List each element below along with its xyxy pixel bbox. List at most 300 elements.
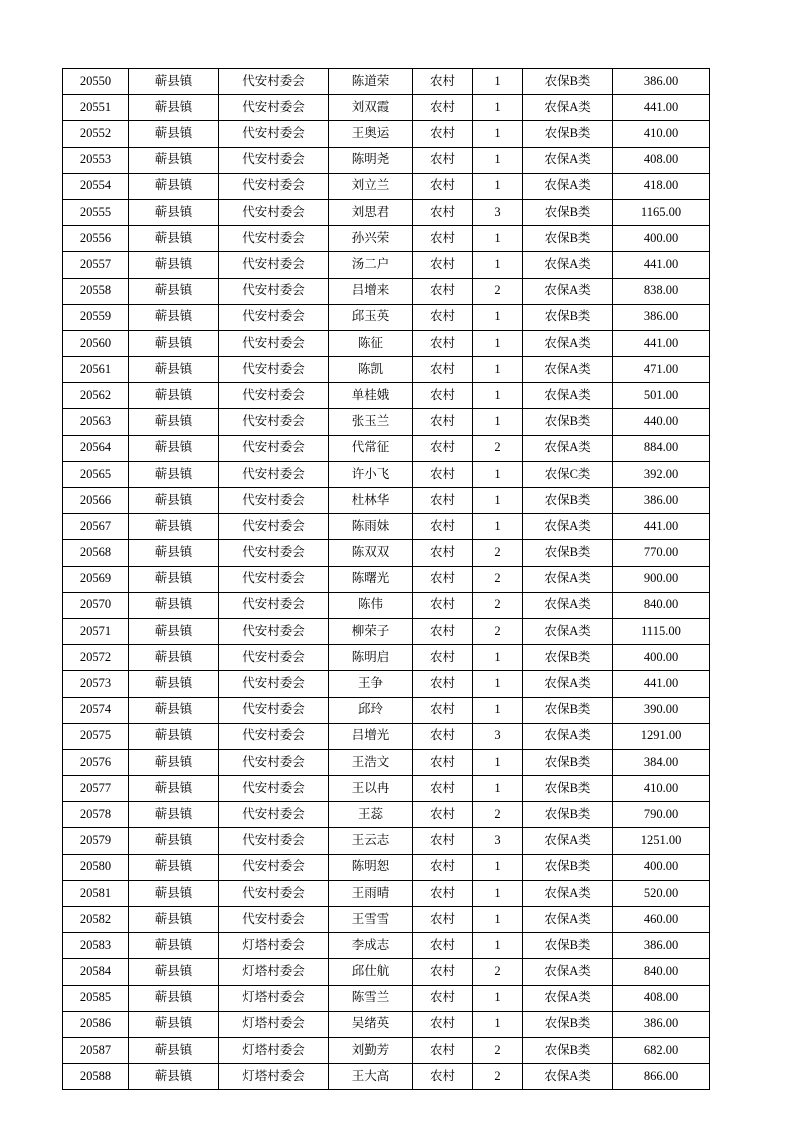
table-cell: 884.00 [613, 435, 710, 461]
table-cell: 蕲县镇 [129, 907, 219, 933]
table-cell: 汤二户 [329, 252, 413, 278]
table-cell: 代安村委会 [219, 749, 329, 775]
table-cell: 柳荣子 [329, 618, 413, 644]
table-cell: 农村 [413, 802, 473, 828]
table-cell: 农村 [413, 488, 473, 514]
table-cell: 2 [473, 1037, 523, 1063]
table-cell: 2 [473, 802, 523, 828]
table-cell: 农保A类 [523, 985, 613, 1011]
table-cell: 1 [473, 514, 523, 540]
table-cell: 蕲县镇 [129, 749, 219, 775]
table-cell: 农保A类 [523, 435, 613, 461]
table-cell: 蕲县镇 [129, 1064, 219, 1090]
table-cell: 20569 [63, 566, 129, 592]
table-cell: 20586 [63, 1011, 129, 1037]
table-cell: 代安村委会 [219, 383, 329, 409]
table-cell: 840.00 [613, 959, 710, 985]
table-cell: 20552 [63, 121, 129, 147]
table-cell: 20555 [63, 199, 129, 225]
table-cell: 农村 [413, 828, 473, 854]
table-cell: 农保A类 [523, 278, 613, 304]
table-row [63, 514, 710, 540]
table-cell: 陈明启 [329, 645, 413, 671]
table-cell: 代安村委会 [219, 802, 329, 828]
table-row [63, 592, 710, 618]
table-cell: 农村 [413, 199, 473, 225]
table-row [63, 1011, 710, 1037]
table-cell: 王大高 [329, 1064, 413, 1090]
table-cell: 陈雪兰 [329, 985, 413, 1011]
table-row [63, 749, 710, 775]
table-cell: 王争 [329, 671, 413, 697]
table-cell: 蕲县镇 [129, 1011, 219, 1037]
table-cell: 2 [473, 540, 523, 566]
table-cell: 刘思君 [329, 199, 413, 225]
table-cell: 蕲县镇 [129, 618, 219, 644]
table-cell: 蕲县镇 [129, 330, 219, 356]
table-row [63, 226, 710, 252]
table-row [63, 435, 710, 461]
table-cell: 吕增光 [329, 723, 413, 749]
table-cell: 代安村委会 [219, 278, 329, 304]
table-cell: 代安村委会 [219, 409, 329, 435]
table-cell: 农保B类 [523, 304, 613, 330]
table-row [63, 1064, 710, 1090]
table-cell: 1 [473, 749, 523, 775]
table-cell: 441.00 [613, 95, 710, 121]
table-cell: 农保A类 [523, 357, 613, 383]
table-cell: 20585 [63, 985, 129, 1011]
table-cell: 20574 [63, 697, 129, 723]
table-cell: 386.00 [613, 488, 710, 514]
table-cell: 农保B类 [523, 645, 613, 671]
table-cell: 蕲县镇 [129, 409, 219, 435]
table-row [63, 776, 710, 802]
table-cell: 农村 [413, 592, 473, 618]
table-cell: 代安村委会 [219, 461, 329, 487]
table-cell: 790.00 [613, 802, 710, 828]
table-cell: 农保A类 [523, 1064, 613, 1090]
table-cell: 1 [473, 671, 523, 697]
table-cell: 386.00 [613, 69, 710, 95]
table-cell: 农村 [413, 252, 473, 278]
table-cell: 代安村委会 [219, 147, 329, 173]
table-cell: 1 [473, 461, 523, 487]
table-cell: 代安村委会 [219, 645, 329, 671]
table-cell: 蕲县镇 [129, 854, 219, 880]
table-row [63, 802, 710, 828]
table-cell: 441.00 [613, 330, 710, 356]
table-cell: 农村 [413, 147, 473, 173]
table-cell: 农村 [413, 671, 473, 697]
table-cell: 王蕊 [329, 802, 413, 828]
table-cell: 蕲县镇 [129, 147, 219, 173]
table-cell: 农村 [413, 95, 473, 121]
table-cell: 20584 [63, 959, 129, 985]
table-cell: 农保B类 [523, 749, 613, 775]
table-cell: 李成志 [329, 933, 413, 959]
table-cell: 蕲县镇 [129, 383, 219, 409]
table-cell: 418.00 [613, 173, 710, 199]
table-cell: 农村 [413, 1064, 473, 1090]
table-cell: 代安村委会 [219, 357, 329, 383]
table-cell: 王以冉 [329, 776, 413, 802]
table-cell: 蕲县镇 [129, 199, 219, 225]
table-cell: 农村 [413, 461, 473, 487]
table-cell: 蕲县镇 [129, 697, 219, 723]
table-cell: 2 [473, 592, 523, 618]
table-cell: 农村 [413, 1011, 473, 1037]
table-row [63, 697, 710, 723]
table-cell: 蕲县镇 [129, 435, 219, 461]
table-cell: 蕲县镇 [129, 1037, 219, 1063]
table-cell: 866.00 [613, 1064, 710, 1090]
table-cell: 代安村委会 [219, 671, 329, 697]
table-cell: 农村 [413, 697, 473, 723]
table-cell: 灯塔村委会 [219, 1011, 329, 1037]
table-cell: 1 [473, 933, 523, 959]
table-cell: 农村 [413, 776, 473, 802]
table-cell: 农保C类 [523, 461, 613, 487]
table-cell: 460.00 [613, 907, 710, 933]
table-cell: 代安村委会 [219, 880, 329, 906]
table-cell: 1 [473, 357, 523, 383]
table-cell: 840.00 [613, 592, 710, 618]
table-row [63, 278, 710, 304]
table-cell: 蕲县镇 [129, 252, 219, 278]
table-cell: 20571 [63, 618, 129, 644]
table-cell: 代安村委会 [219, 540, 329, 566]
table-cell: 20570 [63, 592, 129, 618]
table-cell: 1 [473, 121, 523, 147]
table-cell: 代安村委会 [219, 776, 329, 802]
table-cell: 1 [473, 880, 523, 906]
table-cell: 400.00 [613, 645, 710, 671]
table-cell: 王雨晴 [329, 880, 413, 906]
table-row [63, 304, 710, 330]
table-cell: 农保A类 [523, 147, 613, 173]
table-cell: 蕲县镇 [129, 985, 219, 1011]
table-cell: 陈明尧 [329, 147, 413, 173]
table-cell: 20582 [63, 907, 129, 933]
table-row [63, 854, 710, 880]
table-cell: 灯塔村委会 [219, 933, 329, 959]
table-cell: 农保B类 [523, 488, 613, 514]
table-cell: 蕲县镇 [129, 278, 219, 304]
table-cell: 农保B类 [523, 226, 613, 252]
table-cell: 20557 [63, 252, 129, 278]
table-cell: 灯塔村委会 [219, 959, 329, 985]
table-cell: 440.00 [613, 409, 710, 435]
table-cell: 20561 [63, 357, 129, 383]
table-cell: 农保A类 [523, 618, 613, 644]
table-cell: 2 [473, 566, 523, 592]
table-row [63, 1037, 710, 1063]
table-cell: 蕲县镇 [129, 461, 219, 487]
table-cell: 农村 [413, 409, 473, 435]
table-cell: 蕲县镇 [129, 828, 219, 854]
table-cell: 农村 [413, 854, 473, 880]
table-cell: 蕲县镇 [129, 540, 219, 566]
table-cell: 20573 [63, 671, 129, 697]
table-cell: 20583 [63, 933, 129, 959]
table-cell: 2 [473, 435, 523, 461]
table-cell: 20553 [63, 147, 129, 173]
table-cell: 20568 [63, 540, 129, 566]
table-cell: 682.00 [613, 1037, 710, 1063]
table-cell: 农村 [413, 278, 473, 304]
table-cell: 代安村委会 [219, 330, 329, 356]
table-cell: 386.00 [613, 933, 710, 959]
table-cell: 代安村委会 [219, 304, 329, 330]
table-cell: 吴绪英 [329, 1011, 413, 1037]
table-cell: 农保B类 [523, 199, 613, 225]
table-cell: 2 [473, 959, 523, 985]
table-cell: 520.00 [613, 880, 710, 906]
table-cell: 20587 [63, 1037, 129, 1063]
table-cell: 农村 [413, 618, 473, 644]
table-cell: 农村 [413, 959, 473, 985]
table-cell: 20567 [63, 514, 129, 540]
table-cell: 20577 [63, 776, 129, 802]
table-cell: 农村 [413, 985, 473, 1011]
table-cell: 许小飞 [329, 461, 413, 487]
table-cell: 代安村委会 [219, 854, 329, 880]
table-cell: 838.00 [613, 278, 710, 304]
table-cell: 1291.00 [613, 723, 710, 749]
table-cell: 代常征 [329, 435, 413, 461]
table-cell: 3 [473, 828, 523, 854]
table-cell: 刘双霞 [329, 95, 413, 121]
table-cell: 农村 [413, 723, 473, 749]
table-cell: 20580 [63, 854, 129, 880]
table-cell: 20581 [63, 880, 129, 906]
table-cell: 农保A类 [523, 566, 613, 592]
table-cell: 20556 [63, 226, 129, 252]
table-row [63, 723, 710, 749]
table-cell: 900.00 [613, 566, 710, 592]
table-cell: 农村 [413, 304, 473, 330]
table-cell: 1 [473, 147, 523, 173]
table-cell: 20566 [63, 488, 129, 514]
table-cell: 农保B类 [523, 69, 613, 95]
table-cell: 蕲县镇 [129, 488, 219, 514]
table-cell: 501.00 [613, 383, 710, 409]
table-cell: 灯塔村委会 [219, 985, 329, 1011]
table-cell: 1 [473, 304, 523, 330]
table-cell: 农村 [413, 69, 473, 95]
table-cell: 农保B类 [523, 854, 613, 880]
table-row [63, 645, 710, 671]
table-cell: 单桂娥 [329, 383, 413, 409]
table-row [63, 933, 710, 959]
table-body [63, 69, 710, 1090]
table-cell: 农保A类 [523, 959, 613, 985]
table-cell: 蕲县镇 [129, 566, 219, 592]
table-cell: 2 [473, 618, 523, 644]
table-row [63, 357, 710, 383]
table-cell: 王浩文 [329, 749, 413, 775]
table-cell: 邱仕航 [329, 959, 413, 985]
table-cell: 蕲县镇 [129, 723, 219, 749]
table-cell: 代安村委会 [219, 69, 329, 95]
table-cell: 代安村委会 [219, 226, 329, 252]
table-cell: 农村 [413, 226, 473, 252]
table-cell: 20565 [63, 461, 129, 487]
table-row [63, 330, 710, 356]
table-cell: 代安村委会 [219, 488, 329, 514]
table-cell: 代安村委会 [219, 697, 329, 723]
table-row [63, 199, 710, 225]
table-cell: 蕲县镇 [129, 121, 219, 147]
table-cell: 蕲县镇 [129, 514, 219, 540]
table-cell: 410.00 [613, 121, 710, 147]
table-cell: 农村 [413, 330, 473, 356]
table-cell: 农村 [413, 357, 473, 383]
table-row [63, 252, 710, 278]
table-row [63, 488, 710, 514]
table-cell: 20564 [63, 435, 129, 461]
table-cell: 1 [473, 645, 523, 671]
table-cell: 农村 [413, 121, 473, 147]
table-cell: 20576 [63, 749, 129, 775]
table-cell: 1 [473, 1011, 523, 1037]
table-cell: 408.00 [613, 985, 710, 1011]
table-cell: 陈雨妹 [329, 514, 413, 540]
table-cell: 农村 [413, 514, 473, 540]
table-cell: 20563 [63, 409, 129, 435]
table-cell: 蕲县镇 [129, 959, 219, 985]
table-cell: 代安村委会 [219, 723, 329, 749]
table-cell: 吕增来 [329, 278, 413, 304]
table-cell: 1 [473, 854, 523, 880]
table-cell: 蕲县镇 [129, 671, 219, 697]
table-cell: 20559 [63, 304, 129, 330]
table-cell: 代安村委会 [219, 592, 329, 618]
table-cell: 农村 [413, 645, 473, 671]
table-cell: 张玉兰 [329, 409, 413, 435]
table-cell: 1 [473, 985, 523, 1011]
table-cell: 代安村委会 [219, 121, 329, 147]
table-cell: 农村 [413, 540, 473, 566]
table-row [63, 173, 710, 199]
table-cell: 1 [473, 409, 523, 435]
table-cell: 孙兴荣 [329, 226, 413, 252]
table-cell: 20558 [63, 278, 129, 304]
table-cell: 441.00 [613, 252, 710, 278]
table-cell: 农村 [413, 880, 473, 906]
table-cell: 农保B类 [523, 409, 613, 435]
table-cell: 农保A类 [523, 95, 613, 121]
table-cell: 代安村委会 [219, 435, 329, 461]
table-cell: 陈明恕 [329, 854, 413, 880]
table-cell: 20554 [63, 173, 129, 199]
table-cell: 1 [473, 907, 523, 933]
table-cell: 1251.00 [613, 828, 710, 854]
table-cell: 1 [473, 95, 523, 121]
table-cell: 441.00 [613, 671, 710, 697]
table-cell: 1 [473, 252, 523, 278]
table-cell: 3 [473, 723, 523, 749]
table-cell: 邱玲 [329, 697, 413, 723]
table-row [63, 959, 710, 985]
table-cell: 陈伟 [329, 592, 413, 618]
table-cell: 代安村委会 [219, 173, 329, 199]
table-cell: 410.00 [613, 776, 710, 802]
table-cell: 1165.00 [613, 199, 710, 225]
table-cell: 灯塔村委会 [219, 1037, 329, 1063]
table-cell: 1 [473, 488, 523, 514]
table-row [63, 69, 710, 95]
table-row [63, 409, 710, 435]
table-cell: 蕲县镇 [129, 226, 219, 252]
table-cell: 20579 [63, 828, 129, 854]
table-cell: 代安村委会 [219, 252, 329, 278]
table-row [63, 121, 710, 147]
table-cell: 20575 [63, 723, 129, 749]
table-cell: 农保A类 [523, 828, 613, 854]
table-cell: 1115.00 [613, 618, 710, 644]
table-row [63, 540, 710, 566]
table-cell: 陈征 [329, 330, 413, 356]
table-cell: 农保A类 [523, 907, 613, 933]
table-cell: 1 [473, 173, 523, 199]
table-cell: 386.00 [613, 304, 710, 330]
table-cell: 农保A类 [523, 252, 613, 278]
table-cell: 代安村委会 [219, 618, 329, 644]
table-cell: 农保B类 [523, 697, 613, 723]
table-cell: 蕲县镇 [129, 645, 219, 671]
table-cell: 蕲县镇 [129, 69, 219, 95]
table-cell: 农保B类 [523, 1011, 613, 1037]
table-cell: 770.00 [613, 540, 710, 566]
table-cell: 农保A类 [523, 592, 613, 618]
table-cell: 农村 [413, 566, 473, 592]
table-cell: 农保A类 [523, 330, 613, 356]
table-cell: 农保B类 [523, 540, 613, 566]
table-cell: 代安村委会 [219, 199, 329, 225]
table-cell: 灯塔村委会 [219, 1064, 329, 1090]
table-row [63, 566, 710, 592]
beneficiary-table [62, 68, 710, 1090]
table-cell: 蕲县镇 [129, 304, 219, 330]
table-cell: 刘勤芳 [329, 1037, 413, 1063]
table-cell: 20562 [63, 383, 129, 409]
table-cell: 2 [473, 278, 523, 304]
table-cell: 2 [473, 1064, 523, 1090]
table-cell: 农保B类 [523, 802, 613, 828]
table-cell: 1 [473, 69, 523, 95]
table-cell: 400.00 [613, 226, 710, 252]
table-cell: 农保A类 [523, 514, 613, 540]
table-row [63, 907, 710, 933]
table-cell: 400.00 [613, 854, 710, 880]
table-cell: 390.00 [613, 697, 710, 723]
table-cell: 农村 [413, 749, 473, 775]
table-cell: 农保A类 [523, 173, 613, 199]
table-cell: 蕲县镇 [129, 95, 219, 121]
table-cell: 408.00 [613, 147, 710, 173]
table-cell: 蕲县镇 [129, 802, 219, 828]
table-row [63, 147, 710, 173]
table-cell: 刘立兰 [329, 173, 413, 199]
table-cell: 代安村委会 [219, 566, 329, 592]
table-cell: 蕲县镇 [129, 776, 219, 802]
table-cell: 农村 [413, 173, 473, 199]
table-cell: 农村 [413, 907, 473, 933]
table-cell: 蕲县镇 [129, 173, 219, 199]
table-cell: 农村 [413, 933, 473, 959]
